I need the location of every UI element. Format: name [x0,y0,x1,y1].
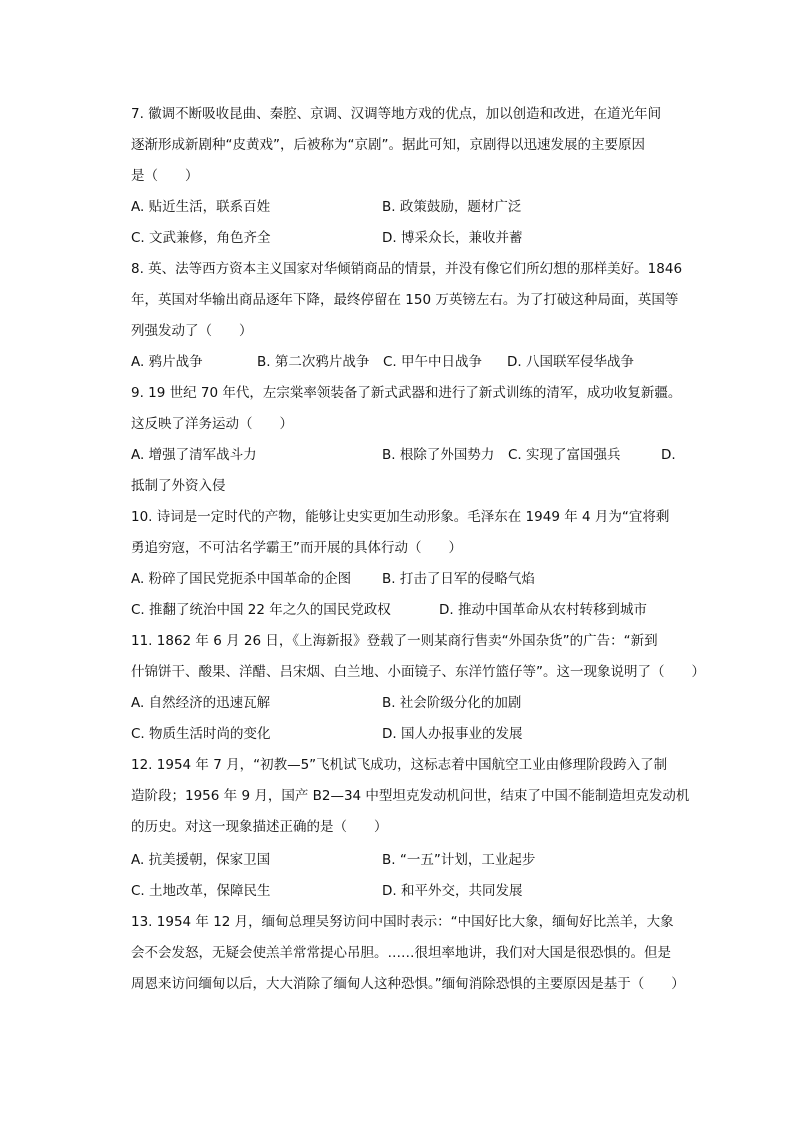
question-11-option-a[interactable]: A. 自然经济的迅速瓦解 [131,695,271,711]
question-7-option-a[interactable]: A. 贴近生活，联系百姓 [131,199,271,215]
question-13-line-1: 13. 1954 年 12 月，缅甸总理吴努访问中国时表示：“中国好比大象，缅甸好比羔羊，大象 [131,914,674,930]
question-10-line-1: 10. 诗词是一定时代的产物，能够让史实更加生动形象。毛泽东在 1949 年 4 月为“宜将剩 [131,509,670,525]
question-12-line-3: 的历史。对这一现象描述正确的是（ ） [131,819,388,835]
question-9-option-d-letter[interactable]: D. [661,447,676,463]
question-8-line-1: 8. 英、法等西方资本主义国家对华倾销商品的情景，并没有像它们所幻想的那样美好。1846 [131,261,683,277]
question-10-option-c[interactable]: C. 推翻了统治中国 22 年之久的国民党政权 [131,602,391,618]
question-9-option-c[interactable]: C. 实现了富国强兵 [508,447,621,463]
question-12-option-d[interactable]: D. 和平外交，共同发展 [382,883,523,899]
question-7-option-b[interactable]: B. 政策鼓励，题材广泛 [382,199,522,215]
question-9-line-2: 这反映了洋务运动（ ） [131,416,293,432]
question-9-option-a[interactable]: A. 增强了清军战斗力 [131,447,257,463]
question-13-line-3: 周恩来访问缅甸以后，大大消除了缅甸人这种恐惧。”缅甸消除恐惧的主要原因是基于（ ） [131,976,685,992]
question-7-option-d[interactable]: D. 博采众长，兼收并蓄 [382,230,523,246]
question-7-line-3: 是（ ） [131,168,199,184]
question-12-line-2: 造阶段；1956 年 9 月，国产 B2—34 中型坦克发动机问世，结束了中国不能制造坦克发动机 [131,788,690,804]
question-9-option-d-text[interactable]: 抵制了外资入侵 [131,478,226,494]
question-11-line-1: 11. 1862 年 6 月 26 日，《上海新报》登载了一则某商行售卖“外国杂货”的广告：“新到 [131,633,658,649]
question-12-line-1: 12. 1954 年 7 月，“初教—5”飞机试飞成功，这标志着中国航空工业由修理阶段跨入了制 [131,757,668,773]
question-11-option-d[interactable]: D. 国人办报事业的发展 [382,726,523,742]
question-11-option-c[interactable]: C. 物质生活时尚的变化 [131,726,271,742]
question-8-line-2: 年，英国对华输出商品逐年下降，最终停留在 150 万英镑左右。为了打破这种局面，英国等 [131,292,679,308]
question-10-option-a[interactable]: A. 粉碎了国民党扼杀中国革命的企图 [131,571,352,587]
question-11-option-b[interactable]: B. 社会阶级分化的加剧 [382,695,522,711]
question-8-option-c[interactable]: C. 甲午中日战争 [383,354,483,370]
question-8-option-d[interactable]: D. 八国联军侵华战争 [507,354,634,370]
question-9-option-b[interactable]: B. 根除了外国势力 [382,447,495,463]
question-10-option-b[interactable]: B. 打击了日军的侵略气焰 [382,571,535,587]
question-10-line-2: 勇追穷寇，不可沽名学霸王”而开展的具体行动（ ） [131,540,462,556]
question-8-option-a[interactable]: A. 鸦片战争 [131,354,203,370]
question-8-option-b[interactable]: B. 第二次鸦片战争 [257,354,370,370]
question-12-option-a[interactable]: A. 抗美援朝，保家卫国 [131,852,271,868]
question-10-option-d[interactable]: D. 推动中国革命从农村转移到城市 [439,602,647,618]
question-9-line-1: 9. 19 世纪 70 年代，左宗棠率领装备了新式武器和进行了新式训练的清军，成功收复新疆。 [131,385,682,401]
question-12-option-c[interactable]: C. 土地改革，保障民生 [131,883,271,899]
question-8-line-3: 列强发动了（ ） [131,323,253,339]
question-7-option-c[interactable]: C. 文武兼修，角色齐全 [131,230,271,246]
question-7-line-2: 逐渐形成新剧种“皮黄戏”，后被称为“京剧”。据此可知，京剧得以迅速发展的主要原因 [131,137,645,153]
question-13-line-2: 会不会发怒，无疑会使羔羊常常提心吊胆。……很坦率地讲，我们对大国是很恐惧的。但是 [131,945,671,961]
question-7-line-1: 7. 徽调不断吸收昆曲、秦腔、京调、汉调等地方戏的优点，加以创造和改进，在道光年间 [131,106,662,122]
question-12-option-b[interactable]: B. “一五”计划，工业起步 [382,852,536,868]
question-11-line-2: 什锦饼干、酸果、洋醋、吕宋烟、白兰地、小面镜子、东洋竹篮仔等”。这一现象说明了（ ） [131,664,705,680]
